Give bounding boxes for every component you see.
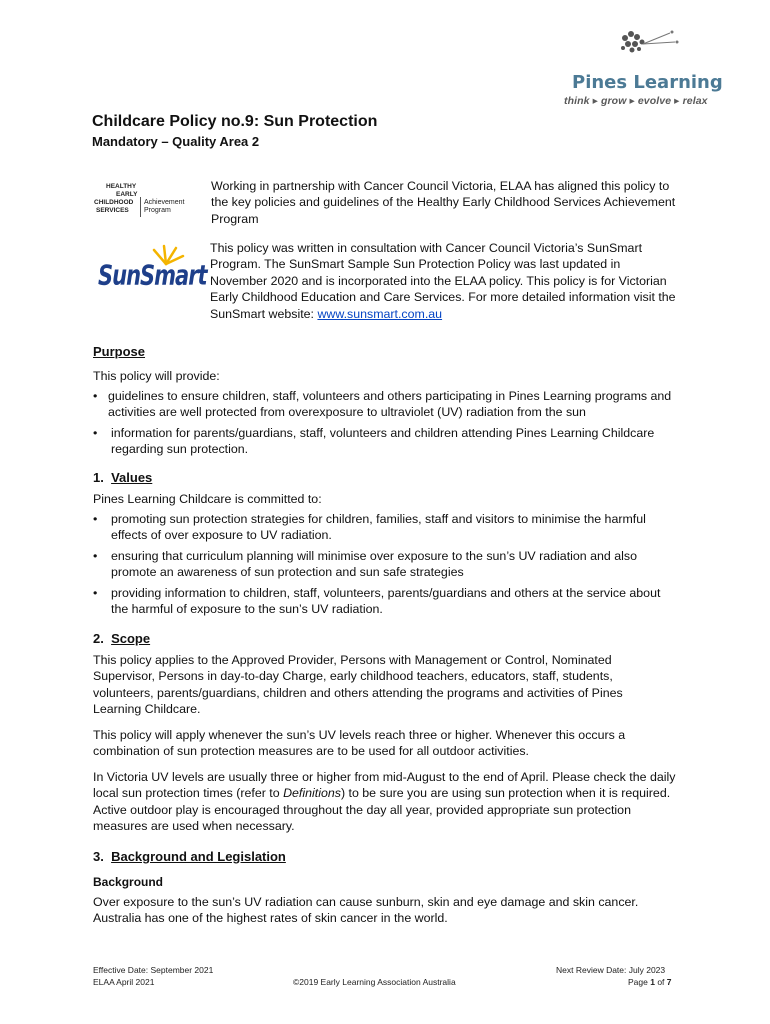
list-item: • providing information to children, staff, volunteers, parents/guardians and others at the service about the harmful of exposure to the sun’s UV radiation.	[93, 585, 661, 617]
consultation-text	[210, 240, 680, 322]
sunsmart-logo	[98, 244, 207, 296]
hesa-right2: Program	[144, 207, 171, 214]
brand-tagline: think ▸ grow ▸ evolve ▸ relax	[564, 95, 708, 107]
sunsmart-wordmark: SunSmart	[98, 260, 207, 292]
purpose-heading: Purpose	[93, 344, 146, 359]
page-subtitle: Mandatory – Quality Area 2	[92, 134, 260, 149]
scope-heading: 2. Scope	[93, 631, 151, 646]
scope-p2: This policy will apply whenever the sun’s UV levels reach three or higher. Whenever this occurs a combination of sun protection measures are to be used for all outdoor activities.	[93, 728, 626, 759]
hesa-logo	[94, 183, 190, 219]
background-text: Over exposure to the sun’s UV radiation can cause sunburn, skin and eye damage and skin cancer. Australia has one of the highest rates of skin cancer in the world.	[93, 895, 639, 926]
pines-learning-logo	[560, 28, 730, 108]
list-item: • ensuring that curriculum planning will minimise over exposure to the sun’s UV radiation and also promote an awareness of sun protection and sun safe strategies	[93, 548, 637, 580]
hesa-line4: SERVICES	[96, 207, 129, 214]
partnership-text: Working in partnership with Cancer Council Victoria, ELAA has aligned this policy to the key policies and guidelines of the Healthy Early Childhood Services Achievement Program	[211, 179, 676, 226]
values-heading: 1. Values	[93, 470, 153, 485]
list-item: • guidelines to ensure children, staff, volunteers and others participating in Pines Learning programs and activities are well protected from overexposure to ultraviolet (UV) radiation from the sun	[93, 389, 672, 420]
footer-page-number: Page 1 of 7	[628, 977, 672, 987]
brand-name: Pines Learning	[572, 72, 723, 93]
hesa-right1: Achievement	[144, 199, 185, 206]
scope-p1: This policy applies to the Approved Provider, Persons with Management or Control, Nominated Supervisor, Persons in day-to-day Charge, early childhood teachers, educators, staff, students, volunteers, parents/guardians, children and others attending the programs and activities of Pines Learning Childcare.	[93, 653, 623, 717]
footer-copyright: ©2019 Early Learning Association Australia	[293, 977, 456, 987]
values-intro: Pines Learning Childcare is committed to:	[93, 492, 322, 506]
hesa-line2: EARLY	[116, 191, 138, 198]
values-list	[93, 511, 673, 621]
footer-review-date: Next Review Date: July 2023	[556, 965, 666, 975]
list-item: • promoting sun protection strategies for children, families, staff and visitors to minimise the harmful effects of over exposure to UV radiation.	[93, 512, 646, 543]
hesa-line1: HEALTHY	[106, 183, 137, 190]
consultation-body: This policy was written in consultation with Cancer Council Victoria’s SunSmart Program. The SunSmart Sample Sun Protection Policy was last updated in November 2020 and is incorporated into the ELAA policy. This policy is for Victorian Early Childhood Education and Care Services. For more detailed information visit the SunSmart website:	[210, 241, 676, 321]
footer-effective-date: Effective Date: September 2021	[93, 965, 214, 975]
list-item: • information for parents/guardians, staff, volunteers and children attending Pines Learning Childcare regarding sun protection.	[93, 425, 655, 457]
background-subheading: Background	[93, 875, 164, 889]
footer-elaa: ELAA April 2021	[93, 977, 155, 987]
purpose-intro: This policy will provide:	[93, 369, 220, 383]
dandelion-icon	[615, 28, 705, 64]
sunsmart-link[interactable]: www.sunsmart.com.au	[317, 306, 443, 321]
hesa-line3: CHILDHOOD	[94, 199, 134, 206]
page-title: Childcare Policy no.9: Sun Protection	[92, 113, 378, 130]
background-heading: 3. Background and Legislation	[93, 849, 286, 864]
scope-p3: In Victoria UV levels are usually three or higher from mid-August to the end of April. Please check the daily local sun protection times (refer to Definitions) to be sure you are using sun protection when it is required. Active outdoor play is encouraged throughout the day all year, provided appropriate sun protection measures are used when necessary.	[93, 770, 676, 834]
purpose-list	[93, 388, 693, 462]
